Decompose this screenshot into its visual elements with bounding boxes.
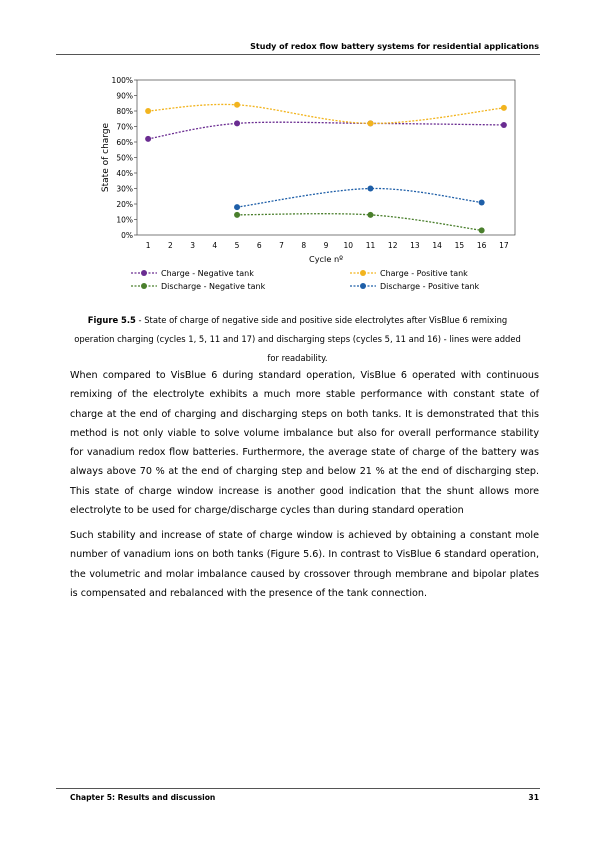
running-header: Study of redox flow battery systems for residential applications [250, 42, 539, 51]
figure-caption [70, 311, 525, 368]
series-line-0 [148, 122, 504, 139]
x-tick-label: 17 [499, 241, 509, 250]
plot-frame [137, 80, 515, 235]
paragraph-text: Such stability and increase of state of charge window is achieved by obtaining a constant mole number of vanadium ions on both tanks (Figure 5.6). In contrast to VisBlue 6 standard operation, the volumetric and molar imbalance caused by crossover through membrane and bipolar plates is compensated and rebalanced with the presence of the tank connection. [70, 530, 539, 599]
caption-label: Figure 5.5 [87, 315, 136, 325]
x-tick-label: 8 [301, 241, 307, 250]
x-tick-label: 15 [454, 241, 465, 250]
legend-label: Discharge - Negative tank [161, 282, 266, 291]
data-point [367, 212, 373, 218]
y-tick-label: 10% [116, 215, 133, 225]
x-tick-label: 9 [323, 241, 329, 250]
y-tick-label: 50% [116, 153, 133, 163]
legend-swatch-marker [141, 283, 147, 289]
page-number: 31 [528, 793, 539, 802]
x-tick-label: 12 [387, 241, 398, 250]
y-tick-label: 20% [116, 200, 133, 209]
data-point [367, 186, 373, 192]
x-tick-label: 5 [234, 241, 240, 250]
body-paragraph-2 [70, 526, 539, 603]
legend-label: Charge - Positive tank [380, 269, 468, 278]
footer-rule [56, 788, 540, 789]
series-line-3 [237, 188, 482, 207]
data-point [234, 102, 240, 108]
header-rule [56, 54, 540, 55]
data-point [501, 105, 507, 111]
data-point [479, 199, 485, 205]
x-tick-label: 4 [212, 241, 218, 250]
x-tick-label: 3 [190, 241, 195, 250]
data-point [234, 212, 240, 218]
series-line-1 [148, 104, 504, 123]
y-tick-label: 90% [116, 91, 133, 101]
data-point [145, 136, 151, 142]
x-tick-label: 7 [279, 241, 284, 250]
x-tick-label: 14 [432, 241, 442, 250]
y-tick-label: 0% [121, 231, 133, 240]
y-tick-label: 30% [116, 184, 133, 194]
paragraph-text: When compared to VisBlue 6 during standard operation, VisBlue 6 operated with continuous remixing of the electrolyte exhibits a much more stable performance with constant state of charge at the end of charging and discharging steps on both tanks. It is demonstrated that this method is not only viable to solve volume imbalance but also for overall performance stability for vanadium redox flow batteries. Furthermore, the average state of charge of the battery was always above 70 % at the end of charging step and below 21 % at the end of discharging step. This state of charge window increase is another good indication that the shunt allows more electrolyte to be used for charge/discharge cycles than during standard operation [70, 370, 539, 517]
y-tick-label: 60% [116, 138, 133, 147]
x-tick-label: 1 [145, 241, 151, 250]
soc-line-chart [56, 60, 546, 300]
x-tick-label: 6 [256, 241, 262, 250]
legend-swatch-marker [360, 270, 366, 276]
y-tick-label: 40% [116, 169, 133, 178]
footer-chapter: Chapter 5: Results and discussion [70, 793, 216, 802]
x-tick-label: 16 [476, 241, 487, 250]
x-tick-label: 13 [410, 241, 420, 250]
figure-5-5-chart [56, 60, 546, 300]
series-line-2 [237, 214, 482, 231]
data-point [479, 227, 485, 233]
caption-text: - State of charge of negative side and positive side electrolytes after VisBlue 6 remixing operation charging (cycles 1, 5, 11 and 17) and discharging steps (cycles 5, 11 and 16) - lines were added for readability. [74, 315, 521, 363]
y-axis-label: State of charge [101, 122, 111, 193]
y-tick-label: 80% [116, 107, 133, 116]
data-point [367, 120, 373, 126]
y-tick-label: 70% [116, 122, 133, 132]
data-point [234, 120, 240, 126]
data-point [501, 122, 507, 128]
y-tick-label: 100% [111, 76, 133, 85]
x-tick-label: 11 [365, 241, 376, 250]
legend-label: Charge - Negative tank [161, 269, 254, 278]
data-point [234, 204, 240, 210]
body-paragraph-1 [70, 366, 539, 520]
legend-swatch-marker [360, 283, 366, 289]
data-point [145, 108, 151, 114]
x-tick-label: 2 [167, 241, 173, 250]
x-axis-label: Cycle nº [308, 254, 344, 264]
legend-swatch-marker [141, 270, 147, 276]
legend-label: Discharge - Positive tank [380, 282, 480, 291]
x-tick-label: 10 [343, 241, 354, 250]
